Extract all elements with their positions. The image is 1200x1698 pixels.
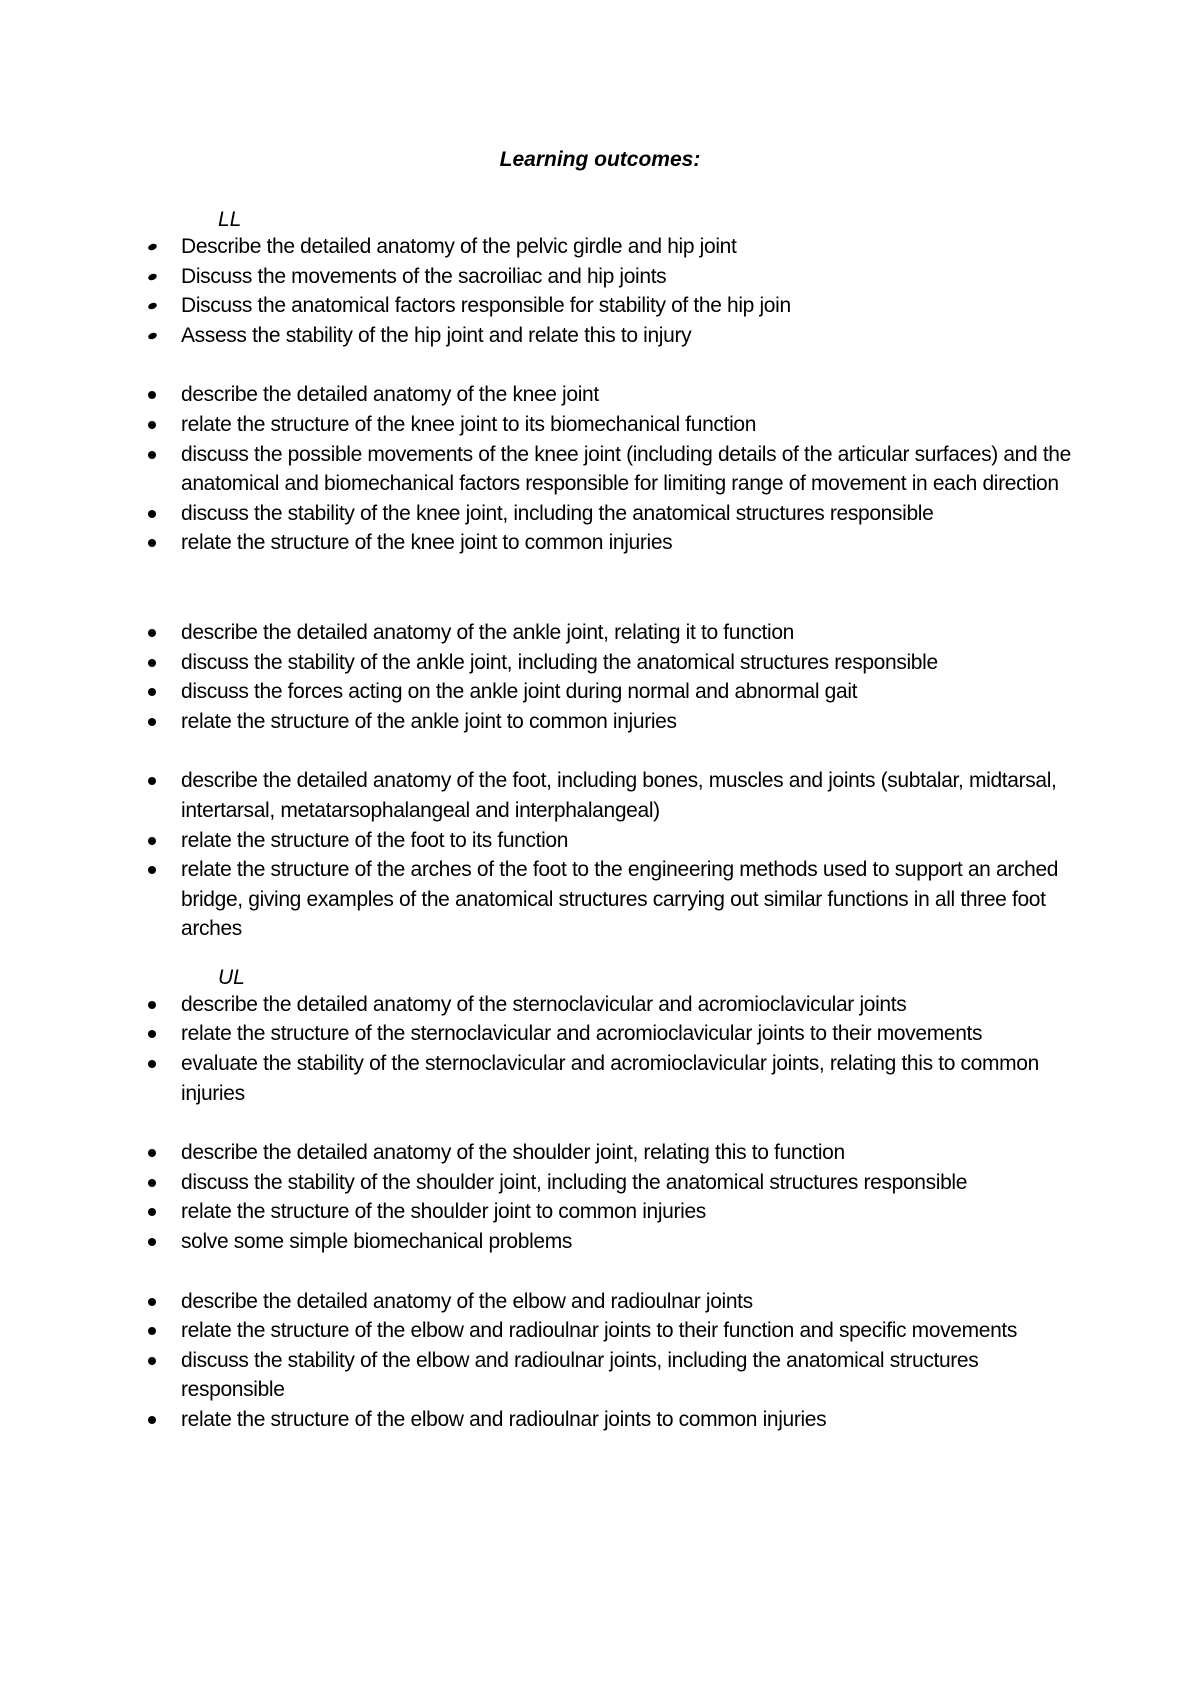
outcome-group-elbow bbox=[0, 1287, 1200, 1435]
section-ll bbox=[0, 208, 1200, 944]
list-item: Discuss the anatomical factors responsible for stability of the hip join bbox=[0, 291, 1200, 321]
bullet-icon bbox=[147, 243, 158, 252]
list-item: Discuss the movements of the sacroiliac and hip joints bbox=[0, 262, 1200, 292]
list-item: discuss the stability of the knee joint, including the anatomical structures responsible bbox=[0, 499, 1200, 529]
bullet-icon bbox=[148, 1060, 156, 1068]
bullet-icon bbox=[148, 1357, 156, 1365]
list-item: describe the detailed anatomy of the sternoclavicular and acromioclavicular joints bbox=[0, 990, 1200, 1020]
bullet-icon bbox=[148, 866, 156, 874]
bullet-icon bbox=[148, 1208, 156, 1216]
list-item: relate the structure of the shoulder joint to common injuries bbox=[0, 1197, 1200, 1227]
list-item: solve some simple biomechanical problems bbox=[0, 1227, 1200, 1257]
bullet-icon bbox=[148, 1030, 156, 1038]
bullet-icon bbox=[147, 272, 158, 281]
section-label-ul: UL bbox=[218, 965, 245, 989]
list-item: discuss the possible movements of the knee joint (including details of the articular surfaces) and the anatomical and biomechanical factors responsible for limiting range of movement in each direction bbox=[0, 440, 1200, 499]
bullet-icon bbox=[148, 451, 156, 459]
list-item: describe the detailed anatomy of the knee joint bbox=[0, 380, 1200, 410]
list-item: relate the structure of the elbow and radioulnar joints to common injuries bbox=[0, 1405, 1200, 1435]
outcome-group-shoulder bbox=[0, 1138, 1200, 1256]
list-item: relate the structure of the knee joint to its biomechanical function bbox=[0, 410, 1200, 440]
list-item: relate the structure of the foot to its function bbox=[0, 826, 1200, 856]
list-item: Describe the detailed anatomy of the pelvic girdle and hip joint bbox=[0, 232, 1200, 262]
list-item: relate the structure of the elbow and radioulnar joints to their function and specific movements bbox=[0, 1316, 1200, 1346]
outcome-group-ankle bbox=[0, 618, 1200, 736]
bullet-icon bbox=[148, 718, 156, 726]
bullet-icon bbox=[148, 777, 156, 785]
section-label-ll: LL bbox=[218, 208, 242, 231]
bullet-icon bbox=[148, 837, 156, 845]
list-item: relate the structure of the knee joint to common injuries bbox=[0, 528, 1200, 558]
bullet-icon bbox=[148, 1327, 156, 1335]
bullet-icon bbox=[148, 1238, 156, 1246]
bullet-icon bbox=[148, 1298, 156, 1306]
bullet-icon bbox=[148, 1179, 156, 1187]
list-item: relate the structure of the ankle joint to common injuries bbox=[0, 707, 1200, 737]
section-ul bbox=[0, 966, 1200, 1435]
bullet-icon bbox=[148, 539, 156, 547]
bullet-icon bbox=[148, 391, 156, 399]
bullet-icon bbox=[148, 1149, 156, 1157]
bullet-icon bbox=[148, 421, 156, 429]
list-item: discuss the forces acting on the ankle joint during normal and abnormal gait bbox=[0, 677, 1200, 707]
bullet-icon bbox=[148, 1416, 156, 1424]
bullet-icon bbox=[148, 510, 156, 518]
document-title: Learning outcomes: bbox=[499, 148, 701, 171]
bullet-icon bbox=[148, 1001, 156, 1009]
list-item: discuss the stability of the ankle joint, including the anatomical structures responsible bbox=[0, 648, 1200, 678]
document-content bbox=[0, 208, 1200, 1435]
list-item: evaluate the stability of the sternoclavicular and acromioclavicular joints, relating this to common injuries bbox=[0, 1049, 1200, 1108]
outcome-group-foot bbox=[0, 766, 1200, 944]
list-item: describe the detailed anatomy of the elbow and radioulnar joints bbox=[0, 1287, 1200, 1317]
outcome-group-clavicular bbox=[0, 990, 1200, 1108]
bullet-icon bbox=[148, 629, 156, 637]
outcome-group-hip bbox=[0, 232, 1200, 350]
list-item: describe the detailed anatomy of the shoulder joint, relating this to function bbox=[0, 1138, 1200, 1168]
bullet-icon bbox=[148, 688, 156, 696]
bullet-icon bbox=[148, 659, 156, 667]
list-item: relate the structure of the sternoclavicular and acromioclavicular joints to their movements bbox=[0, 1019, 1200, 1049]
list-item: discuss the stability of the elbow and radioulnar joints, including the anatomical structures responsible bbox=[0, 1346, 1200, 1405]
bullet-icon bbox=[147, 302, 158, 311]
list-item: relate the structure of the arches of the foot to the engineering methods used to support an arched bridge, giving examples of the anatomical structures carrying out similar functions in all three foot arches bbox=[0, 855, 1200, 944]
list-item: Assess the stability of the hip joint and relate this to injury bbox=[0, 321, 1200, 351]
list-item: discuss the stability of the shoulder joint, including the anatomical structures responsible bbox=[0, 1168, 1200, 1198]
list-item: describe the detailed anatomy of the ankle joint, relating it to function bbox=[0, 618, 1200, 648]
list-item: describe the detailed anatomy of the foot, including bones, muscles and joints (subtalar, midtarsal, intertarsal, metatarsophalangeal and interphalangeal) bbox=[0, 766, 1200, 825]
outcome-group-knee bbox=[0, 380, 1200, 558]
bullet-icon bbox=[147, 331, 158, 340]
